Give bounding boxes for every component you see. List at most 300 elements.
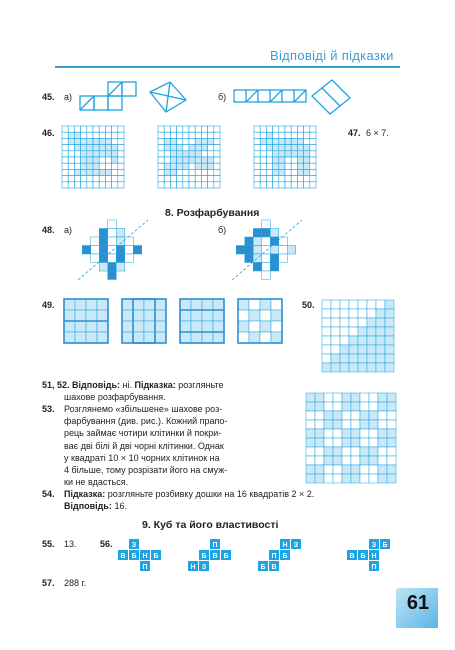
net-face-letter: В [120, 553, 126, 560]
grid-cell [279, 138, 285, 144]
grid-cell [279, 132, 285, 138]
grid-cell [260, 157, 266, 163]
grid-cell [74, 182, 80, 188]
net-face-letter: П [142, 564, 148, 571]
grid-cell [285, 132, 291, 138]
grid-cell [367, 354, 376, 363]
net-face-letter: В [349, 553, 355, 560]
grid-cell [164, 182, 170, 188]
grid-cell [87, 169, 93, 175]
grid-cell [170, 169, 176, 175]
grid-cell [260, 169, 266, 175]
square-cell [64, 310, 75, 321]
diamond-cell [133, 246, 142, 255]
square-cell [180, 332, 191, 343]
grid-cell [189, 176, 195, 182]
grid-cell [297, 169, 303, 175]
grid-cell [170, 182, 176, 188]
board-cell [342, 438, 351, 447]
square-cell [64, 299, 75, 310]
grid-cell [331, 318, 340, 327]
grid-cell [367, 363, 376, 372]
grid-cell [214, 145, 220, 151]
diamond-cell [279, 254, 288, 263]
board-cell [333, 438, 342, 447]
grid-cell [62, 126, 68, 132]
grid-cell [189, 145, 195, 151]
diamond-cell [108, 263, 117, 272]
figure-46-grids [62, 126, 347, 196]
square-cell [180, 321, 191, 332]
board-cell [306, 474, 315, 483]
grid-cell [279, 169, 285, 175]
grid-cell [376, 336, 385, 345]
diamond-cell [253, 229, 262, 238]
grid-cell [266, 132, 272, 138]
board-cell [351, 474, 360, 483]
problem-51-52-number: 51, 52. [42, 380, 70, 390]
grid-cell [93, 145, 99, 151]
grid-cell [68, 151, 74, 157]
square-cell [260, 332, 271, 343]
diamond-cell [125, 254, 134, 263]
grid-cell [87, 151, 93, 157]
problem-50-number: 50. [302, 300, 315, 310]
grid-cell [74, 169, 80, 175]
grid-cell [189, 163, 195, 169]
grid-cell [385, 354, 394, 363]
board-cell [360, 402, 369, 411]
grid-cell [358, 309, 367, 318]
square-cell [271, 321, 282, 332]
grid-cell [291, 138, 297, 144]
grid-cell [367, 345, 376, 354]
grid-cell [74, 151, 80, 157]
grid-cell [68, 182, 74, 188]
diamond-cell [245, 246, 254, 255]
grid-cell [105, 163, 111, 169]
board-cell [315, 402, 324, 411]
board-cell [360, 456, 369, 465]
grid-cell [81, 176, 87, 182]
grid-cell [291, 163, 297, 169]
diamond-cell [262, 263, 271, 272]
board-cell [387, 393, 396, 402]
grid-cell [112, 157, 118, 163]
problem-48-b-label: б) [218, 225, 227, 235]
board-cell [324, 465, 333, 474]
board-cell [315, 447, 324, 456]
grid-cell [254, 163, 260, 169]
grid-cell [118, 176, 124, 182]
square-cell [249, 299, 260, 310]
grid-cell [105, 145, 111, 151]
grid-cell [99, 145, 105, 151]
grid-cell [201, 138, 207, 144]
grid-cell [62, 151, 68, 157]
grid-cell [266, 157, 272, 163]
board-cell [342, 420, 351, 429]
board-cell [306, 429, 315, 438]
grid-cell [201, 169, 207, 175]
square-cell [133, 332, 144, 343]
board-cell [360, 447, 369, 456]
grid-cell [158, 157, 164, 163]
grid-cell [105, 151, 111, 157]
grid-cell [81, 145, 87, 151]
grid-cell [214, 182, 220, 188]
grid-cell [99, 132, 105, 138]
grid-cell [81, 163, 87, 169]
grid-cell [266, 169, 272, 175]
square-cell [97, 310, 108, 321]
grid-cell [260, 151, 266, 157]
board-cell [369, 429, 378, 438]
grid-cell [349, 363, 358, 372]
grid-cell [164, 157, 170, 163]
grid-cell [195, 145, 201, 151]
grid-cell [68, 176, 74, 182]
grid-cell [310, 132, 316, 138]
problem-54-hint [64, 488, 404, 500]
net-face-letter: Б [360, 553, 366, 560]
diamond-cell [270, 263, 279, 272]
diamond-cell [108, 254, 117, 263]
grid-cell [310, 182, 316, 188]
grid-cell [158, 138, 164, 144]
grid-cell [112, 176, 118, 182]
grid-cell [273, 157, 279, 163]
board-cell [360, 393, 369, 402]
net-face-letter: Б [153, 553, 159, 560]
grid-cell [349, 327, 358, 336]
grid-cell [68, 132, 74, 138]
grid-cell [68, 163, 74, 169]
grid-cell [385, 309, 394, 318]
board-cell [387, 447, 396, 456]
board-cell [333, 474, 342, 483]
grid-cell [358, 327, 367, 336]
square-cell [144, 332, 155, 343]
board-cell [351, 429, 360, 438]
grid-cell [376, 345, 385, 354]
problem-47-answer: 6 × 7. [366, 128, 389, 138]
board-cell [315, 456, 324, 465]
grid-cell [340, 300, 349, 309]
grid-cell [189, 151, 195, 157]
board-cell [351, 456, 360, 465]
board-cell [387, 411, 396, 420]
grid-cell [183, 126, 189, 132]
grid-cell [273, 176, 279, 182]
square-cell [249, 332, 260, 343]
grid-cell [385, 345, 394, 354]
grid-cell [279, 163, 285, 169]
grid-cell [201, 132, 207, 138]
hint-label: Підказка: [64, 489, 106, 499]
grid-cell [99, 151, 105, 157]
square-cell [122, 321, 133, 332]
board-cell [306, 447, 315, 456]
grid-cell [87, 163, 93, 169]
square-cell [133, 310, 144, 321]
problem-57-answer: 288 г. [64, 578, 87, 588]
grid-cell [331, 354, 340, 363]
grid-cell [201, 163, 207, 169]
grid-cell [118, 138, 124, 144]
grid-cell [62, 163, 68, 169]
square-cell [191, 310, 202, 321]
grid-cell [164, 176, 170, 182]
grid-cell [214, 132, 220, 138]
grid-cell [340, 327, 349, 336]
grid-cell [273, 145, 279, 151]
grid-cell [93, 157, 99, 163]
grid-cell [285, 182, 291, 188]
grid-cell [177, 163, 183, 169]
grid-cell [208, 138, 214, 144]
square-cell [122, 299, 133, 310]
grid-cell [170, 126, 176, 132]
grid-cell [112, 151, 118, 157]
grid-cell [367, 318, 376, 327]
board-cell [360, 465, 369, 474]
grid-cell [195, 151, 201, 157]
square-cell [155, 321, 166, 332]
square-cell [155, 299, 166, 310]
board-cell [360, 411, 369, 420]
square-cell [271, 332, 282, 343]
grid-cell [254, 169, 260, 175]
grid-cell [254, 138, 260, 144]
net-face-letter: Б [260, 564, 266, 571]
grid-cell [62, 176, 68, 182]
grid-cell [93, 182, 99, 188]
square-cell [144, 299, 155, 310]
grid-cell [105, 169, 111, 175]
board-cell [333, 465, 342, 474]
diamond-cell [91, 246, 100, 255]
diamond-cell [270, 229, 279, 238]
grid-cell [99, 163, 105, 169]
grid-cell [62, 145, 68, 151]
board-cell [369, 447, 378, 456]
diamond-cell [270, 246, 279, 255]
net-face-letter: Б [223, 553, 229, 560]
grid-cell [74, 176, 80, 182]
square-cell [249, 310, 260, 321]
grid-cell [177, 151, 183, 157]
grid-cell [254, 145, 260, 151]
net-face-letter: З [131, 542, 137, 549]
board-cell [369, 474, 378, 483]
board-cell [378, 456, 387, 465]
board-cell [306, 402, 315, 411]
grid-cell [164, 169, 170, 175]
grid-cell [99, 182, 105, 188]
square-cell [260, 310, 271, 321]
board-cell [324, 456, 333, 465]
diamond-cell [108, 229, 117, 238]
grid-cell [349, 354, 358, 363]
figure-56-cube-nets [118, 535, 398, 577]
grid-cell [62, 157, 68, 163]
net-face-letter: Н [190, 564, 196, 571]
board-cell [315, 438, 324, 447]
square-cell [155, 332, 166, 343]
board-cell [324, 438, 333, 447]
problem-47-number: 47. [348, 128, 361, 138]
net-face-letter: З [201, 564, 207, 571]
grid-cell [201, 176, 207, 182]
grid-cell [291, 132, 297, 138]
square-cell [144, 310, 155, 321]
net-face-letter: Н [142, 553, 148, 560]
square-cell [122, 332, 133, 343]
net-face-letter: Б [282, 553, 288, 560]
grid-cell [310, 151, 316, 157]
grid-cell [376, 363, 385, 372]
grid-cell [118, 182, 124, 188]
board-cell [387, 456, 396, 465]
board-cell [324, 393, 333, 402]
diamond-cell [125, 237, 134, 246]
grid-cell [62, 182, 68, 188]
grid-cell [105, 157, 111, 163]
square-cell [180, 299, 191, 310]
figure-48b-diamond [230, 218, 310, 284]
grid-cell [285, 151, 291, 157]
board-cell [333, 456, 342, 465]
board-cell [324, 474, 333, 483]
grid-cell [189, 182, 195, 188]
grid-cell [254, 157, 260, 163]
grid-cell [99, 157, 105, 163]
grid-cell [376, 318, 385, 327]
net-face-letter: В [271, 564, 277, 571]
grid-cell [291, 145, 297, 151]
square-cell [213, 299, 224, 310]
p53-line: ки не вдасться. [64, 477, 129, 488]
board-cell [378, 402, 387, 411]
net-face-letter: З [371, 542, 377, 549]
grid-cell [279, 157, 285, 163]
square-cell [260, 299, 271, 310]
net-face-letter: П [271, 553, 277, 560]
grid-cell [177, 138, 183, 144]
grid-cell [177, 169, 183, 175]
board-cell [342, 402, 351, 411]
diamond-cell [262, 220, 271, 229]
problem-53-text [64, 403, 299, 488]
grid-cell [177, 132, 183, 138]
grid-cell [74, 163, 80, 169]
board-cell [360, 438, 369, 447]
square-cell [144, 321, 155, 332]
grid-cell [340, 336, 349, 345]
board-cell [351, 411, 360, 420]
grid-cell [297, 138, 303, 144]
board-cell [324, 447, 333, 456]
net-face-letter: Н [282, 542, 288, 549]
grid-cell [304, 145, 310, 151]
grid-cell [310, 145, 316, 151]
grid-cell [349, 318, 358, 327]
grid-cell [74, 132, 80, 138]
problem-56-number: 56. [100, 539, 113, 549]
grid-cell [322, 327, 331, 336]
grid-cell [254, 182, 260, 188]
grid-cell [266, 145, 272, 151]
grid-cell [291, 182, 297, 188]
problem-45-b-label: б) [218, 92, 227, 102]
problem-55-answer: 13. [64, 539, 77, 549]
grid-cell [183, 163, 189, 169]
grid-cell [273, 126, 279, 132]
grid-cell [291, 176, 297, 182]
grid-cell [260, 145, 266, 151]
square-cell [213, 321, 224, 332]
grid-cell [297, 145, 303, 151]
board-cell [315, 420, 324, 429]
grid-cell [158, 132, 164, 138]
hint-text: розгляньте розбивку дошки на 16 квадратів 2 × 2. [105, 489, 315, 499]
board-cell [378, 429, 387, 438]
board-cell [351, 447, 360, 456]
figure-45a [78, 78, 203, 116]
grid-cell [214, 169, 220, 175]
board-cell [315, 465, 324, 474]
hint-label: Підказка: [134, 380, 176, 390]
diamond-cell [99, 246, 108, 255]
square-cell [238, 310, 249, 321]
square-cell [260, 321, 271, 332]
grid-cell [273, 151, 279, 157]
grid-cell [68, 126, 74, 132]
board-cell [378, 411, 387, 420]
board-cell [333, 429, 342, 438]
grid-cell [285, 138, 291, 144]
grid-cell [183, 145, 189, 151]
board-cell [387, 474, 396, 483]
diamond-cell [91, 254, 100, 263]
board-cell [333, 447, 342, 456]
grid-cell [358, 300, 367, 309]
grid-cell [201, 182, 207, 188]
grid-cell [214, 163, 220, 169]
grid-cell [118, 157, 124, 163]
grid-cell [254, 176, 260, 182]
square-cell [202, 321, 213, 332]
grid-cell [62, 132, 68, 138]
grid-cell [273, 169, 279, 175]
diamond-cell [116, 237, 125, 246]
grid-cell [99, 138, 105, 144]
grid-cell [158, 145, 164, 151]
board-cell [333, 411, 342, 420]
figure-53-board [306, 393, 398, 485]
board-cell [360, 474, 369, 483]
grid-cell [208, 132, 214, 138]
grid-cell [201, 157, 207, 163]
board-cell [342, 429, 351, 438]
grid-cell [322, 345, 331, 354]
board-cell [387, 420, 396, 429]
grid-cell [376, 327, 385, 336]
board-cell [342, 393, 351, 402]
grid-cell [385, 327, 394, 336]
grid-cell [208, 151, 214, 157]
